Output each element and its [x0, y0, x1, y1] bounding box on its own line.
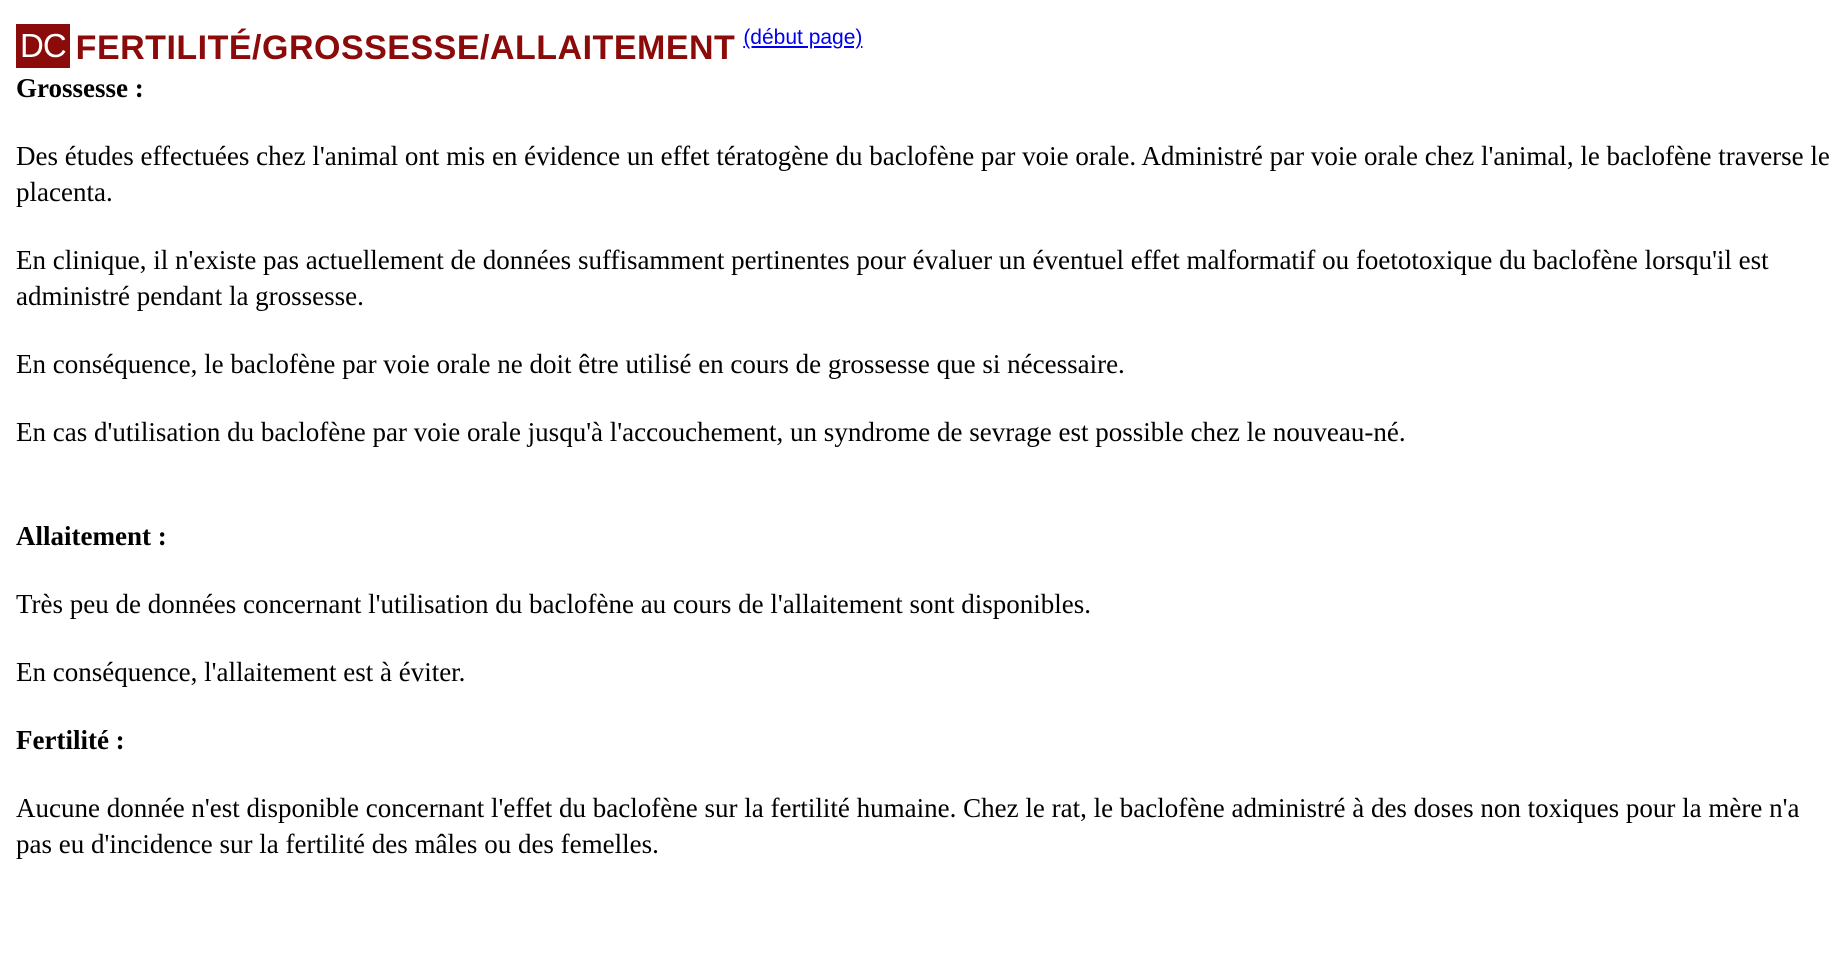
fertilite-heading: Fertilité : [16, 725, 125, 755]
allaitement-paragraph-1: Très peu de données concernant l'utilisation du baclofène au cours de l'allaitement sont disponibles. [16, 589, 1091, 619]
back-to-top-link[interactable]: (début page) [743, 26, 863, 49]
dc-badge: DC [16, 24, 70, 68]
fertilite-paragraph-1: Aucune donnée n'est disponible concernant l'effet du baclofène sur la fertilité humaine. Chez le rat, le baclofène administré à des doses non toxiques pour la mère n'a pas eu d'incidence sur la fertilité des mâles ou des femelles. [16, 793, 1800, 859]
grossesse-paragraph-2: En clinique, il n'existe pas actuellement de données suffisamment pertinentes pour évaluer un éventuel effet malformatif ou foetotoxique du baclofène lorsqu'il est administré pendant la grossesse. [16, 245, 1769, 311]
grossesse-paragraph-3: En conséquence, le baclofène par voie orale ne doit être utilisé en cours de grossesse que si nécessaire. [16, 349, 1125, 379]
allaitement-section [16, 518, 1830, 690]
grossesse-heading: Grossesse : [16, 73, 144, 103]
grossesse-paragraph-1: Des études effectuées chez l'animal ont mis en évidence un effet tératogène du baclofène par voie orale. Administré par voie orale chez l'animal, le baclofène traverse le placenta. [16, 141, 1830, 207]
fertilite-section [16, 722, 1830, 862]
allaitement-heading: Allaitement : [16, 521, 167, 551]
allaitement-paragraph-2: En conséquence, l'allaitement est à éviter. [16, 657, 466, 687]
section-header [16, 20, 1830, 68]
section-title: FERTILITÉ/GROSSESSE/ALLAITEMENT [75, 29, 736, 67]
grossesse-paragraph-4: En cas d'utilisation du baclofène par voie orale jusqu'à l'accouchement, un syndrome de sevrage est possible chez le nouveau-né. [16, 417, 1406, 447]
grossesse-section [16, 70, 1830, 450]
